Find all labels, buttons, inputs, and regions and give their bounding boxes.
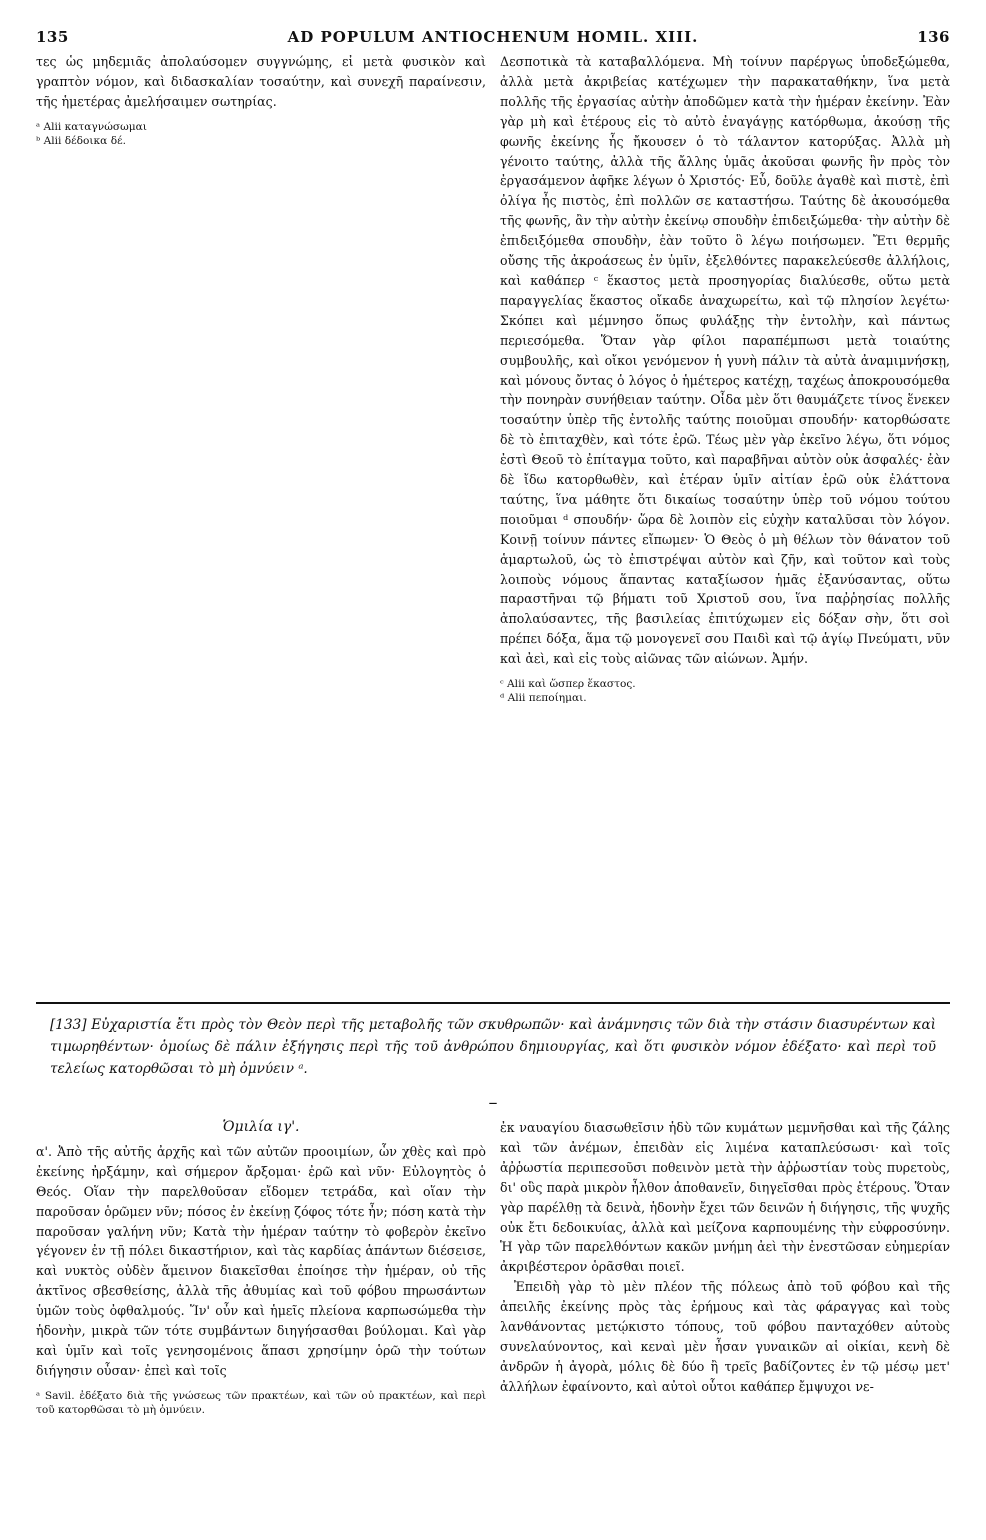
homily-title: Ὁμιλία ιγ'. [222, 1119, 300, 1135]
footnote: ᶜ Alii καὶ ὥσπερ ἕκαστος. [500, 678, 636, 691]
paragraph: τες ὡς μηδεμιᾶς ἀπολαύσομεν συγγνώμης, εἰ μετὰ φυσικὸν καὶ γραπτὸν νόμον, καὶ διδασκαλίαν τοσαύτην, καὶ συνεχῆ παραίνεσιν, τῆς ἡμετέρας ἀμελήσαιμεν σωτηρίας. [36, 54, 486, 109]
footnote: ᵇ Alii δέδοικα δέ. [36, 134, 126, 147]
separator-dash: – [488, 1092, 498, 1113]
running-title: AD POPULUM ANTIOCHENUM HOMIL. XIII. [287, 28, 699, 46]
top-columns [36, 52, 950, 988]
footnote: ᵃ Savil. ἐδέξατο διὰ τῆς γνώσεως τῶν πρακτέων, καὶ τῶν οὐ πρακτέων, καὶ περὶ τοῦ κατορθῶσαι τὸ μὴ ὀμνύειν. [36, 1389, 486, 1416]
column-right [500, 52, 950, 988]
footnotes-bottom-left [36, 1389, 486, 1417]
paragraph: ἐκ ναυαγίου διασωθεῖσιν ἡδὺ τῶν κυμάτων μεμνῆσθαι καὶ τῆς ζάλης καὶ τῶν ἀνέμων, ἐπειδὰν εἰς λιμένα καταπλεύσωσι· καὶ τοῖς ἀῤῥωστία περιπεσοῦσι ποθεινὸν μετὰ τὴν ἀῤῥωστίαν τοὺς πυρετοὺς, δι' οὓς παρὰ μικρὸν ἦλθον ἀποθανεῖν, διηγεῖσθαι πρὸς ἑτέρους. Ὅταν γὰρ παρέλθῃ τὰ δεινὰ, ἡδονὴν ἔχει τῶν δεινῶν ἡ διήγησις, τῆς ψυχῆς οὐκ ἔτι δεδοικυίας, ἀλλὰ καὶ μείζονα καρπουμένης τὴν εὐφροσύνην. Ἡ γὰρ τῶν παρελθόντων κακῶν μνήμη ἀεὶ τὴν ἐνεστῶσαν εὐημερίαν ἀκριβέστερον ὁρᾶσθαι ποιεῖ. [500, 1120, 950, 1275]
homily-argument: [133] Εὐχαριστία ἔτι πρὸς τὸν Θεὸν περὶ τῆς μεταβολῆς τῶν σκυθρωπῶν· καὶ ἀνάμνησις τῶν διὰ τὴν στάσιν διασυρέντων καὶ τιμωρηθέντων· ὁμοίως δὲ πάλιν ἐξήγησις περὶ τῆς τοῦ ἀνθρώπου δημιουργίας, καὶ ὅτι φυσικὸν νόμον ἐδέξατο· καὶ περὶ τοῦ τελείως κατορθῶσαι τὸ μὴ ὀμνύειν ᵃ. [50, 1017, 936, 1077]
paragraph: Ἐπειδὴ γὰρ τὸ μὲν πλέον τῆς πόλεως ἀπὸ τοῦ φόβου καὶ τῆς ἀπειλῆς ἐκείνης πρὸς τὰς ἐρήμους καὶ τὰς φάραγγας καὶ τοὺς λανθάνοντας μετῴκιστο τόπους, τοῦ φόβου πανταχόθεν αὐτοὺς συνελαύνοντος, καὶ κεναὶ μὲν ἦσαν γυναικῶν αἱ οἰκίαι, κενὴ δὲ ἀνδρῶν ἡ ἀγορὰ, μόλις δὲ δύο ἢ τρεῖς βαδίζοντες ἐν τῷ μέσῳ μετ' ἀλλήλων ἐφαίνοντο, καὶ αὐτοὶ οὗτοι καθάπερ ἔμψυχοι νε- [500, 1279, 950, 1394]
page-number-left: 135 [36, 28, 69, 46]
footnotes-left [36, 120, 486, 148]
column-left [36, 52, 486, 988]
running-header [36, 28, 950, 52]
bottom-columns [36, 1118, 950, 1538]
paragraph: Δεσποτικὰ τὰ καταβαλλόμενα. Μὴ τοίνυν παρέργως ὑποδεξώμεθα, ἀλλὰ μετὰ ἀκριβείας κατέχωμεν τὴν παρακαταθήκην, ἵνα μετὰ πολλῆς τῆς ἐργασίας αὐτὴν ἀποδῶμεν κατὰ τὴν ἡμέραν ἐκείνην. Ἐὰν γὰρ μὴ καὶ ἑτέρους εἰς τὸ αὐτὸ ἐναγάγῃς κατόρθωμα, ἀκούσῃ τῆς φωνῆς ἐκείνης ἧς ἤκουσεν ὁ τὸ τάλαντον κατορύξας. Ἀλλὰ μὴ γένοιτο ταύτης, ἀλλὰ τῆς ἄλλης ὑμᾶς ἀκοῦσαι φωνῆς ἣν πρὸς τὸν ἐργασάμενον ἀφῆκε λέγων ὁ Χριστός· Εὖ, δοῦλε ἀγαθὲ καὶ πιστὲ, ἐπὶ ὀλίγα ἦς πιστὸς, ἐπὶ πολλῶν σε καταστήσω. Ταύτης δὲ ἀκουσόμεθα τῆς φωνῆς, ἂν τὴν αὐτὴν ἐκείνῳ σπουδὴν ἐπιδειξώμεθα· τὴν αὐτὴν δὲ ἐπιδειξόμεθα σπουδὴν, ἐὰν τοῦτο ὃ λέγω ποιήσωμεν. Ἔτι θερμῆς οὔσης τῆς ἀκροάσεως ἐν ὑμῖν, ἐξελθόντες παρακελεύεσθε ἀλλήλοις, καὶ καθάπερ ᶜ ἕκαστος μετὰ προσηγορίας διαλύεσθε, οὕτω μετὰ παραγγελίας ἕκαστος οἴκαδε ἀναχωρείτω, καὶ τῷ πλησίον λεγέτω· Σκόπει καὶ μέμνησο ὅπως φυλάξῃς τὴν ἐντολὴν, καὶ πάντως περιεσόμεθα. Ὅταν γὰρ φίλοι παραπέμπωσι μετὰ τοιαύτης συμβουλῆς, καὶ οἴκοι γενόμενον ἡ γυνὴ πάλιν τὰ αὐτὰ ἀναμιμνήσκῃ, καὶ μόνους ὄντας ὁ λόγος ὁ ἡμέτερος κατέχῃ, ταχέως ἀποκρουσόμεθα τὴν πονηρὰν συνήθειαν ταύτην. Οἶδα μὲν ὅτι θαυμάζετε τίνος ἕνεκεν τοσαύτην ὑπὲρ τῆς ἐντολῆς ταύτης ποιοῦμαι σπουδήν· κατορθώσατε δὲ τὸ ἐπιταχθὲν, καὶ τότε ἐρῶ. Τέως μὲν γὰρ ἐκεῖνο λέγω, ὅτι νόμος ἐστὶ Θεοῦ τὸ ἐπίταγμα τοῦτο, καὶ παραβῆναι αὐτὸν οὐκ ἀσφαλές· ἐὰν δὲ ἴδω κατορθωθὲν, καὶ ἑτέραν ὑμῖν αἰτίαν ἐρῶ οὐκ ἐλάττονα ταύτης, ἵνα μάθητε ὅτι δικαίως τοσαύτην ὑπὲρ τοῦ νόμου τούτου ποιοῦμαι ᵈ σπουδήν· ὥρα δὲ λοιπὸν εἰς εὐχὴν καταλῦσαι τὸν λόγον. Κοινῇ τοίνυν πάντες εἴπωμεν· Ὁ Θεὸς ὁ μὴ θέλων τὸν θάνατον τοῦ ἁμαρτωλοῦ, ὡς τὸ ἐπιστρέψαι αὐτὸν καὶ ζῆν, καὶ τοῦτον καὶ τοὺς λοιποὺς νόμους ἅπαντας καταξίωσον ἡμᾶς ἐξανύσαντας, οὕτω παραστῆναι τῷ βήματι τοῦ Χριστοῦ σου, ἵνα παῤῥησίας πολλῆς ἀπολαύσαντες, τῆς βασιλείας ἐπιτύχωμεν εἰς δόξαν σὴν, ὅτι σοὶ πρέπει δόξα, ἅμα τῷ μονογενεῖ σου Παιδὶ καὶ τῷ ἁγίῳ Πνεύματι, νῦν καὶ ἀεὶ, καὶ εἰς τοὺς αἰῶνας τῶν αἰώνων. Ἀμήν. [500, 54, 950, 667]
footnotes-right [500, 677, 950, 705]
page-number-right: 136 [917, 28, 950, 46]
footnote: ᵈ Alii πεποίημαι. [500, 692, 587, 705]
column-left-bottom [36, 1118, 486, 1538]
footnote: ᵃ Alii καταγνώσωμαι [36, 120, 147, 133]
paragraph: α'. Ἀπὸ τῆς αὐτῆς ἀρχῆς καὶ τῶν αὐτῶν προοιμίων, ὧν χθὲς καὶ πρὸ ἐκείνης ἠρξάμην, καὶ σήμερον ἄρξομαι· ἐρῶ καὶ νῦν· Εὐλογητὸς ὁ Θεός. Οἵαν τὴν παρελθοῦσαν εἴδομεν τετράδα, καὶ οἵαν τὴν παροῦσαν ὁρῶμεν νῦν; πόσος ἐν ἐκείνῃ ζόφος τότε ἦν; πόση κατὰ τὴν παροῦσαν γαλήνη νῦν; Κατὰ τὴν ἡμέραν ταύτην τὸ φοβερὸν ἐκεῖνο γέγονεν ἐν τῇ πόλει δικαστήριον, καὶ τὰς καρδίας ἁπάντων διέσεισε, καὶ νυκτὸς οὐδὲν ἄμεινον διακεῖσθαι ἐποίησε τὴν ἡμέραν, οὐ τῆς ἀκτῖνος σβεσθείσης, ἀλλὰ τῆς ἀθυμίας καὶ τοῦ φόβου πηρωσάντων ὑμῶν τοὺς ὀφθαλμούς. Ἵν' οὖν καὶ ἡμεῖς πλείονα καρπωσώμεθα τὴν ἡδονὴν, μικρὰ τῶν τότε συμβάντων διηγήσασθαι βούλομαι. Καὶ γὰρ καὶ ὑμῖν καὶ τοῖς γενησομένοις ἅπασι χρησίμην ὁρῶ τὴν τούτων διήγησιν οὖσαν· ἐπεὶ καὶ τοῖς [36, 1143, 486, 1378]
column-right-bottom [500, 1118, 950, 1538]
